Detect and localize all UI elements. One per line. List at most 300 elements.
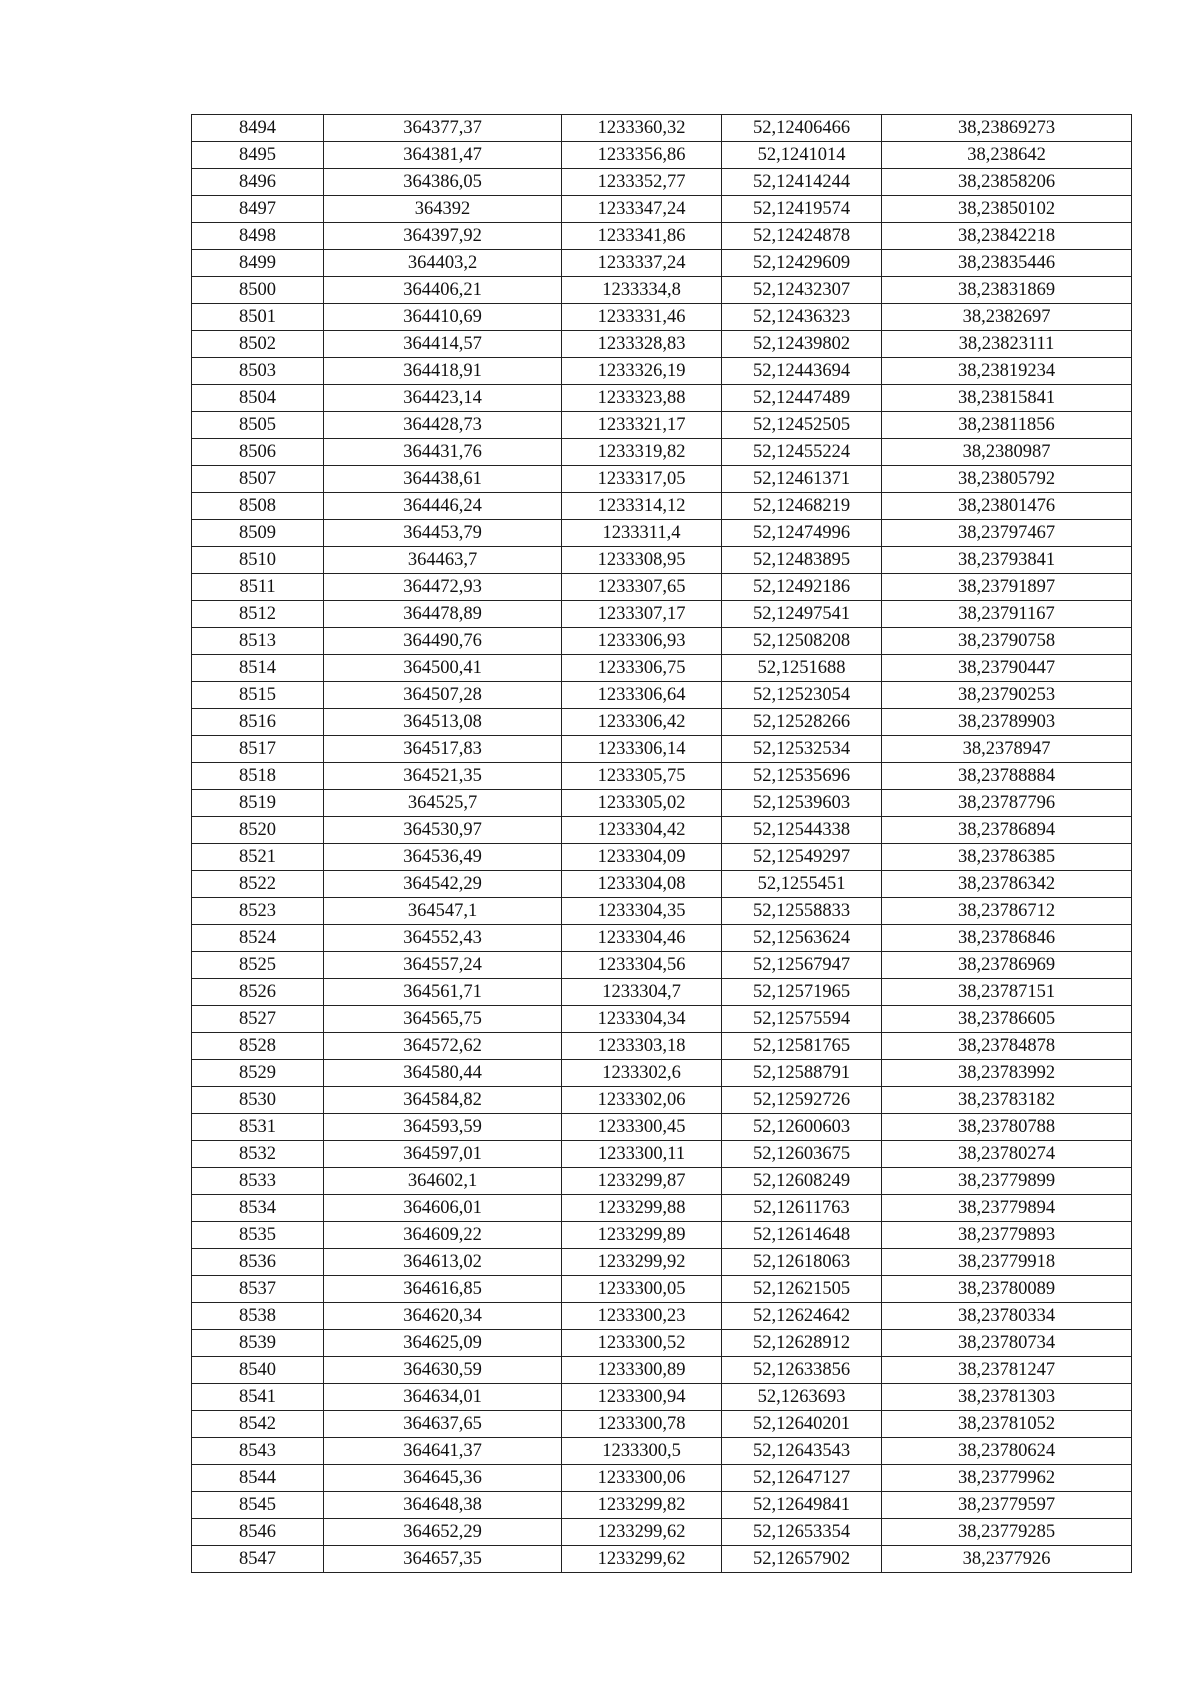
table-row bbox=[192, 763, 1132, 790]
longitude-cell: 38,2382697 bbox=[882, 304, 1132, 331]
longitude-cell: 38,23779597 bbox=[882, 1492, 1132, 1519]
longitude-cell: 38,23791897 bbox=[882, 574, 1132, 601]
y-coordinate-cell: 1233304,09 bbox=[562, 844, 722, 871]
latitude-cell: 52,12643543 bbox=[722, 1438, 882, 1465]
point-number-cell: 8511 bbox=[192, 574, 324, 601]
point-number-cell: 8543 bbox=[192, 1438, 324, 1465]
table-row bbox=[192, 1303, 1132, 1330]
longitude-cell: 38,23779962 bbox=[882, 1465, 1132, 1492]
table-row bbox=[192, 1519, 1132, 1546]
point-number-cell: 8517 bbox=[192, 736, 324, 763]
y-coordinate-cell: 1233304,34 bbox=[562, 1006, 722, 1033]
point-number-cell: 8533 bbox=[192, 1168, 324, 1195]
point-number-cell: 8512 bbox=[192, 601, 324, 628]
longitude-cell: 38,23815841 bbox=[882, 385, 1132, 412]
longitude-cell: 38,23781247 bbox=[882, 1357, 1132, 1384]
x-coordinate-cell: 364580,44 bbox=[324, 1060, 562, 1087]
latitude-cell: 52,12528266 bbox=[722, 709, 882, 736]
table-row bbox=[192, 1411, 1132, 1438]
point-number-cell: 8534 bbox=[192, 1195, 324, 1222]
longitude-cell: 38,23869273 bbox=[882, 115, 1132, 142]
y-coordinate-cell: 1233304,08 bbox=[562, 871, 722, 898]
x-coordinate-cell: 364500,41 bbox=[324, 655, 562, 682]
table-row bbox=[192, 574, 1132, 601]
x-coordinate-cell: 364616,85 bbox=[324, 1276, 562, 1303]
y-coordinate-cell: 1233321,17 bbox=[562, 412, 722, 439]
table-row bbox=[192, 466, 1132, 493]
x-coordinate-cell: 364392 bbox=[324, 196, 562, 223]
y-coordinate-cell: 1233300,45 bbox=[562, 1114, 722, 1141]
longitude-cell: 38,23789903 bbox=[882, 709, 1132, 736]
longitude-cell: 38,23858206 bbox=[882, 169, 1132, 196]
point-number-cell: 8494 bbox=[192, 115, 324, 142]
table-row bbox=[192, 1033, 1132, 1060]
longitude-cell: 38,23779894 bbox=[882, 1195, 1132, 1222]
point-number-cell: 8527 bbox=[192, 1006, 324, 1033]
y-coordinate-cell: 1233306,93 bbox=[562, 628, 722, 655]
x-coordinate-cell: 364406,21 bbox=[324, 277, 562, 304]
longitude-cell: 38,23786605 bbox=[882, 1006, 1132, 1033]
coordinates-table-body bbox=[192, 115, 1132, 1573]
x-coordinate-cell: 364472,93 bbox=[324, 574, 562, 601]
x-coordinate-cell: 364648,38 bbox=[324, 1492, 562, 1519]
point-number-cell: 8519 bbox=[192, 790, 324, 817]
point-number-cell: 8525 bbox=[192, 952, 324, 979]
x-coordinate-cell: 364517,83 bbox=[324, 736, 562, 763]
table-row bbox=[192, 1168, 1132, 1195]
table-row bbox=[192, 925, 1132, 952]
longitude-cell: 38,23788884 bbox=[882, 763, 1132, 790]
latitude-cell: 52,12653354 bbox=[722, 1519, 882, 1546]
y-coordinate-cell: 1233304,46 bbox=[562, 925, 722, 952]
longitude-cell: 38,23790447 bbox=[882, 655, 1132, 682]
latitude-cell: 52,12592726 bbox=[722, 1087, 882, 1114]
table-row bbox=[192, 1357, 1132, 1384]
y-coordinate-cell: 1233323,88 bbox=[562, 385, 722, 412]
y-coordinate-cell: 1233337,24 bbox=[562, 250, 722, 277]
longitude-cell: 38,23783182 bbox=[882, 1087, 1132, 1114]
point-number-cell: 8526 bbox=[192, 979, 324, 1006]
x-coordinate-cell: 364438,61 bbox=[324, 466, 562, 493]
longitude-cell: 38,23786712 bbox=[882, 898, 1132, 925]
x-coordinate-cell: 364584,82 bbox=[324, 1087, 562, 1114]
longitude-cell: 38,23784878 bbox=[882, 1033, 1132, 1060]
point-number-cell: 8531 bbox=[192, 1114, 324, 1141]
y-coordinate-cell: 1233307,65 bbox=[562, 574, 722, 601]
y-coordinate-cell: 1233304,42 bbox=[562, 817, 722, 844]
latitude-cell: 52,12497541 bbox=[722, 601, 882, 628]
table-row bbox=[192, 1222, 1132, 1249]
table-row bbox=[192, 682, 1132, 709]
table-row bbox=[192, 1465, 1132, 1492]
x-coordinate-cell: 364547,1 bbox=[324, 898, 562, 925]
table-row bbox=[192, 898, 1132, 925]
latitude-cell: 52,12483895 bbox=[722, 547, 882, 574]
x-coordinate-cell: 364641,37 bbox=[324, 1438, 562, 1465]
y-coordinate-cell: 1233356,86 bbox=[562, 142, 722, 169]
longitude-cell: 38,23793841 bbox=[882, 547, 1132, 574]
x-coordinate-cell: 364630,59 bbox=[324, 1357, 562, 1384]
y-coordinate-cell: 1233306,64 bbox=[562, 682, 722, 709]
table-row bbox=[192, 844, 1132, 871]
x-coordinate-cell: 364397,92 bbox=[324, 223, 562, 250]
point-number-cell: 8498 bbox=[192, 223, 324, 250]
table-row bbox=[192, 790, 1132, 817]
table-row bbox=[192, 817, 1132, 844]
latitude-cell: 52,12563624 bbox=[722, 925, 882, 952]
longitude-cell: 38,23797467 bbox=[882, 520, 1132, 547]
x-coordinate-cell: 364463,7 bbox=[324, 547, 562, 574]
latitude-cell: 52,12424878 bbox=[722, 223, 882, 250]
x-coordinate-cell: 364478,89 bbox=[324, 601, 562, 628]
point-number-cell: 8545 bbox=[192, 1492, 324, 1519]
latitude-cell: 52,12603675 bbox=[722, 1141, 882, 1168]
latitude-cell: 52,12647127 bbox=[722, 1465, 882, 1492]
point-number-cell: 8500 bbox=[192, 277, 324, 304]
y-coordinate-cell: 1233300,94 bbox=[562, 1384, 722, 1411]
longitude-cell: 38,2380987 bbox=[882, 439, 1132, 466]
x-coordinate-cell: 364625,09 bbox=[324, 1330, 562, 1357]
longitude-cell: 38,23787796 bbox=[882, 790, 1132, 817]
latitude-cell: 52,12535696 bbox=[722, 763, 882, 790]
latitude-cell: 52,12474996 bbox=[722, 520, 882, 547]
longitude-cell: 38,23801476 bbox=[882, 493, 1132, 520]
table-row bbox=[192, 520, 1132, 547]
table-row bbox=[192, 1195, 1132, 1222]
point-number-cell: 8523 bbox=[192, 898, 324, 925]
y-coordinate-cell: 1233334,8 bbox=[562, 277, 722, 304]
table-row bbox=[192, 331, 1132, 358]
latitude-cell: 52,1241014 bbox=[722, 142, 882, 169]
longitude-cell: 38,238642 bbox=[882, 142, 1132, 169]
latitude-cell: 52,1263693 bbox=[722, 1384, 882, 1411]
table-row bbox=[192, 709, 1132, 736]
y-coordinate-cell: 1233302,06 bbox=[562, 1087, 722, 1114]
y-coordinate-cell: 1233300,11 bbox=[562, 1141, 722, 1168]
point-number-cell: 8503 bbox=[192, 358, 324, 385]
table-row bbox=[192, 628, 1132, 655]
latitude-cell: 52,12406466 bbox=[722, 115, 882, 142]
point-number-cell: 8518 bbox=[192, 763, 324, 790]
latitude-cell: 52,12436323 bbox=[722, 304, 882, 331]
latitude-cell: 52,12429609 bbox=[722, 250, 882, 277]
y-coordinate-cell: 1233300,89 bbox=[562, 1357, 722, 1384]
point-number-cell: 8509 bbox=[192, 520, 324, 547]
y-coordinate-cell: 1233299,87 bbox=[562, 1168, 722, 1195]
point-number-cell: 8529 bbox=[192, 1060, 324, 1087]
table-row bbox=[192, 115, 1132, 142]
latitude-cell: 52,12571965 bbox=[722, 979, 882, 1006]
x-coordinate-cell: 364428,73 bbox=[324, 412, 562, 439]
y-coordinate-cell: 1233303,18 bbox=[562, 1033, 722, 1060]
x-coordinate-cell: 364446,24 bbox=[324, 493, 562, 520]
point-number-cell: 8495 bbox=[192, 142, 324, 169]
y-coordinate-cell: 1233331,46 bbox=[562, 304, 722, 331]
latitude-cell: 52,12567947 bbox=[722, 952, 882, 979]
y-coordinate-cell: 1233306,14 bbox=[562, 736, 722, 763]
y-coordinate-cell: 1233304,56 bbox=[562, 952, 722, 979]
y-coordinate-cell: 1233317,05 bbox=[562, 466, 722, 493]
latitude-cell: 52,12621505 bbox=[722, 1276, 882, 1303]
latitude-cell: 52,12432307 bbox=[722, 277, 882, 304]
point-number-cell: 8508 bbox=[192, 493, 324, 520]
point-number-cell: 8535 bbox=[192, 1222, 324, 1249]
x-coordinate-cell: 364410,69 bbox=[324, 304, 562, 331]
latitude-cell: 52,12581765 bbox=[722, 1033, 882, 1060]
point-number-cell: 8499 bbox=[192, 250, 324, 277]
latitude-cell: 52,12600603 bbox=[722, 1114, 882, 1141]
point-number-cell: 8507 bbox=[192, 466, 324, 493]
latitude-cell: 52,1251688 bbox=[722, 655, 882, 682]
table-row bbox=[192, 871, 1132, 898]
point-number-cell: 8513 bbox=[192, 628, 324, 655]
y-coordinate-cell: 1233299,92 bbox=[562, 1249, 722, 1276]
longitude-cell: 38,23781303 bbox=[882, 1384, 1132, 1411]
latitude-cell: 52,12624642 bbox=[722, 1303, 882, 1330]
y-coordinate-cell: 1233299,89 bbox=[562, 1222, 722, 1249]
x-coordinate-cell: 364597,01 bbox=[324, 1141, 562, 1168]
latitude-cell: 52,12443694 bbox=[722, 358, 882, 385]
y-coordinate-cell: 1233299,62 bbox=[562, 1546, 722, 1573]
point-number-cell: 8522 bbox=[192, 871, 324, 898]
table-row bbox=[192, 169, 1132, 196]
longitude-cell: 38,23790253 bbox=[882, 682, 1132, 709]
latitude-cell: 52,1255451 bbox=[722, 871, 882, 898]
latitude-cell: 52,12419574 bbox=[722, 196, 882, 223]
y-coordinate-cell: 1233300,5 bbox=[562, 1438, 722, 1465]
latitude-cell: 52,12414244 bbox=[722, 169, 882, 196]
x-coordinate-cell: 364634,01 bbox=[324, 1384, 562, 1411]
table-row bbox=[192, 196, 1132, 223]
x-coordinate-cell: 364602,1 bbox=[324, 1168, 562, 1195]
y-coordinate-cell: 1233305,75 bbox=[562, 763, 722, 790]
point-number-cell: 8542 bbox=[192, 1411, 324, 1438]
x-coordinate-cell: 364620,34 bbox=[324, 1303, 562, 1330]
table-row bbox=[192, 277, 1132, 304]
y-coordinate-cell: 1233299,88 bbox=[562, 1195, 722, 1222]
longitude-cell: 38,23805792 bbox=[882, 466, 1132, 493]
table-row bbox=[192, 1006, 1132, 1033]
longitude-cell: 38,23842218 bbox=[882, 223, 1132, 250]
longitude-cell: 38,23786969 bbox=[882, 952, 1132, 979]
latitude-cell: 52,12633856 bbox=[722, 1357, 882, 1384]
x-coordinate-cell: 364513,08 bbox=[324, 709, 562, 736]
table-row bbox=[192, 1384, 1132, 1411]
x-coordinate-cell: 364490,76 bbox=[324, 628, 562, 655]
y-coordinate-cell: 1233300,52 bbox=[562, 1330, 722, 1357]
coordinates-table bbox=[191, 114, 1132, 1573]
longitude-cell: 38,23787151 bbox=[882, 979, 1132, 1006]
latitude-cell: 52,12618063 bbox=[722, 1249, 882, 1276]
table-row bbox=[192, 1249, 1132, 1276]
x-coordinate-cell: 364377,37 bbox=[324, 115, 562, 142]
point-number-cell: 8502 bbox=[192, 331, 324, 358]
longitude-cell: 38,23790758 bbox=[882, 628, 1132, 655]
longitude-cell: 38,23780624 bbox=[882, 1438, 1132, 1465]
x-coordinate-cell: 364652,29 bbox=[324, 1519, 562, 1546]
longitude-cell: 38,23819234 bbox=[882, 358, 1132, 385]
longitude-cell: 38,23831869 bbox=[882, 277, 1132, 304]
x-coordinate-cell: 364525,7 bbox=[324, 790, 562, 817]
table-row bbox=[192, 142, 1132, 169]
x-coordinate-cell: 364606,01 bbox=[324, 1195, 562, 1222]
y-coordinate-cell: 1233307,17 bbox=[562, 601, 722, 628]
point-number-cell: 8528 bbox=[192, 1033, 324, 1060]
latitude-cell: 52,12611763 bbox=[722, 1195, 882, 1222]
x-coordinate-cell: 364542,29 bbox=[324, 871, 562, 898]
table-row bbox=[192, 1114, 1132, 1141]
x-coordinate-cell: 364536,49 bbox=[324, 844, 562, 871]
y-coordinate-cell: 1233300,06 bbox=[562, 1465, 722, 1492]
y-coordinate-cell: 1233341,86 bbox=[562, 223, 722, 250]
y-coordinate-cell: 1233304,35 bbox=[562, 898, 722, 925]
x-coordinate-cell: 364381,47 bbox=[324, 142, 562, 169]
latitude-cell: 52,12549297 bbox=[722, 844, 882, 871]
table-row bbox=[192, 439, 1132, 466]
point-number-cell: 8536 bbox=[192, 1249, 324, 1276]
table-row bbox=[192, 223, 1132, 250]
longitude-cell: 38,23779285 bbox=[882, 1519, 1132, 1546]
latitude-cell: 52,12539603 bbox=[722, 790, 882, 817]
x-coordinate-cell: 364593,59 bbox=[324, 1114, 562, 1141]
table-row bbox=[192, 1438, 1132, 1465]
point-number-cell: 8501 bbox=[192, 304, 324, 331]
y-coordinate-cell: 1233306,75 bbox=[562, 655, 722, 682]
y-coordinate-cell: 1233299,62 bbox=[562, 1519, 722, 1546]
x-coordinate-cell: 364565,75 bbox=[324, 1006, 562, 1033]
latitude-cell: 52,12558833 bbox=[722, 898, 882, 925]
x-coordinate-cell: 364530,97 bbox=[324, 817, 562, 844]
x-coordinate-cell: 364423,14 bbox=[324, 385, 562, 412]
table-row bbox=[192, 385, 1132, 412]
longitude-cell: 38,23835446 bbox=[882, 250, 1132, 277]
point-number-cell: 8532 bbox=[192, 1141, 324, 1168]
point-number-cell: 8505 bbox=[192, 412, 324, 439]
y-coordinate-cell: 1233326,19 bbox=[562, 358, 722, 385]
y-coordinate-cell: 1233299,82 bbox=[562, 1492, 722, 1519]
x-coordinate-cell: 364645,36 bbox=[324, 1465, 562, 1492]
longitude-cell: 38,23779899 bbox=[882, 1168, 1132, 1195]
x-coordinate-cell: 364418,91 bbox=[324, 358, 562, 385]
point-number-cell: 8540 bbox=[192, 1357, 324, 1384]
longitude-cell: 38,23780734 bbox=[882, 1330, 1132, 1357]
latitude-cell: 52,12657902 bbox=[722, 1546, 882, 1573]
table-row bbox=[192, 250, 1132, 277]
x-coordinate-cell: 364572,62 bbox=[324, 1033, 562, 1060]
y-coordinate-cell: 1233347,24 bbox=[562, 196, 722, 223]
table-row bbox=[192, 1330, 1132, 1357]
y-coordinate-cell: 1233304,7 bbox=[562, 979, 722, 1006]
table-row bbox=[192, 547, 1132, 574]
longitude-cell: 38,23781052 bbox=[882, 1411, 1132, 1438]
table-row bbox=[192, 1141, 1132, 1168]
latitude-cell: 52,12455224 bbox=[722, 439, 882, 466]
latitude-cell: 52,12523054 bbox=[722, 682, 882, 709]
point-number-cell: 8524 bbox=[192, 925, 324, 952]
latitude-cell: 52,12640201 bbox=[722, 1411, 882, 1438]
table-row bbox=[192, 358, 1132, 385]
latitude-cell: 52,12468219 bbox=[722, 493, 882, 520]
longitude-cell: 38,23780274 bbox=[882, 1141, 1132, 1168]
point-number-cell: 8530 bbox=[192, 1087, 324, 1114]
point-number-cell: 8521 bbox=[192, 844, 324, 871]
x-coordinate-cell: 364637,65 bbox=[324, 1411, 562, 1438]
x-coordinate-cell: 364613,02 bbox=[324, 1249, 562, 1276]
table-row bbox=[192, 655, 1132, 682]
longitude-cell: 38,2377926 bbox=[882, 1546, 1132, 1573]
longitude-cell: 38,23786894 bbox=[882, 817, 1132, 844]
longitude-cell: 38,23780089 bbox=[882, 1276, 1132, 1303]
y-coordinate-cell: 1233300,78 bbox=[562, 1411, 722, 1438]
longitude-cell: 38,23783992 bbox=[882, 1060, 1132, 1087]
longitude-cell: 38,23786342 bbox=[882, 871, 1132, 898]
latitude-cell: 52,12532534 bbox=[722, 736, 882, 763]
longitude-cell: 38,23786846 bbox=[882, 925, 1132, 952]
point-number-cell: 8537 bbox=[192, 1276, 324, 1303]
y-coordinate-cell: 1233306,42 bbox=[562, 709, 722, 736]
longitude-cell: 38,23779893 bbox=[882, 1222, 1132, 1249]
longitude-cell: 38,23850102 bbox=[882, 196, 1132, 223]
latitude-cell: 52,12461371 bbox=[722, 466, 882, 493]
latitude-cell: 52,12608249 bbox=[722, 1168, 882, 1195]
table-row bbox=[192, 412, 1132, 439]
table-row bbox=[192, 1060, 1132, 1087]
point-number-cell: 8504 bbox=[192, 385, 324, 412]
y-coordinate-cell: 1233360,32 bbox=[562, 115, 722, 142]
x-coordinate-cell: 364561,71 bbox=[324, 979, 562, 1006]
latitude-cell: 52,12452505 bbox=[722, 412, 882, 439]
longitude-cell: 38,23779918 bbox=[882, 1249, 1132, 1276]
latitude-cell: 52,12439802 bbox=[722, 331, 882, 358]
x-coordinate-cell: 364414,57 bbox=[324, 331, 562, 358]
longitude-cell: 38,23811856 bbox=[882, 412, 1132, 439]
table-row bbox=[192, 736, 1132, 763]
x-coordinate-cell: 364431,76 bbox=[324, 439, 562, 466]
point-number-cell: 8496 bbox=[192, 169, 324, 196]
latitude-cell: 52,12575594 bbox=[722, 1006, 882, 1033]
point-number-cell: 8516 bbox=[192, 709, 324, 736]
longitude-cell: 38,23823111 bbox=[882, 331, 1132, 358]
table-row bbox=[192, 1492, 1132, 1519]
y-coordinate-cell: 1233328,83 bbox=[562, 331, 722, 358]
x-coordinate-cell: 364521,35 bbox=[324, 763, 562, 790]
x-coordinate-cell: 364557,24 bbox=[324, 952, 562, 979]
point-number-cell: 8547 bbox=[192, 1546, 324, 1573]
longitude-cell: 38,2378947 bbox=[882, 736, 1132, 763]
table-row bbox=[192, 1087, 1132, 1114]
x-coordinate-cell: 364403,2 bbox=[324, 250, 562, 277]
y-coordinate-cell: 1233302,6 bbox=[562, 1060, 722, 1087]
point-number-cell: 8510 bbox=[192, 547, 324, 574]
x-coordinate-cell: 364609,22 bbox=[324, 1222, 562, 1249]
table-row bbox=[192, 601, 1132, 628]
point-number-cell: 8506 bbox=[192, 439, 324, 466]
x-coordinate-cell: 364657,35 bbox=[324, 1546, 562, 1573]
x-coordinate-cell: 364386,05 bbox=[324, 169, 562, 196]
y-coordinate-cell: 1233352,77 bbox=[562, 169, 722, 196]
latitude-cell: 52,12492186 bbox=[722, 574, 882, 601]
point-number-cell: 8541 bbox=[192, 1384, 324, 1411]
table-row bbox=[192, 979, 1132, 1006]
table-row bbox=[192, 304, 1132, 331]
y-coordinate-cell: 1233300,23 bbox=[562, 1303, 722, 1330]
x-coordinate-cell: 364552,43 bbox=[324, 925, 562, 952]
table-row bbox=[192, 493, 1132, 520]
y-coordinate-cell: 1233311,4 bbox=[562, 520, 722, 547]
table-row bbox=[192, 952, 1132, 979]
table-row bbox=[192, 1276, 1132, 1303]
latitude-cell: 52,12628912 bbox=[722, 1330, 882, 1357]
